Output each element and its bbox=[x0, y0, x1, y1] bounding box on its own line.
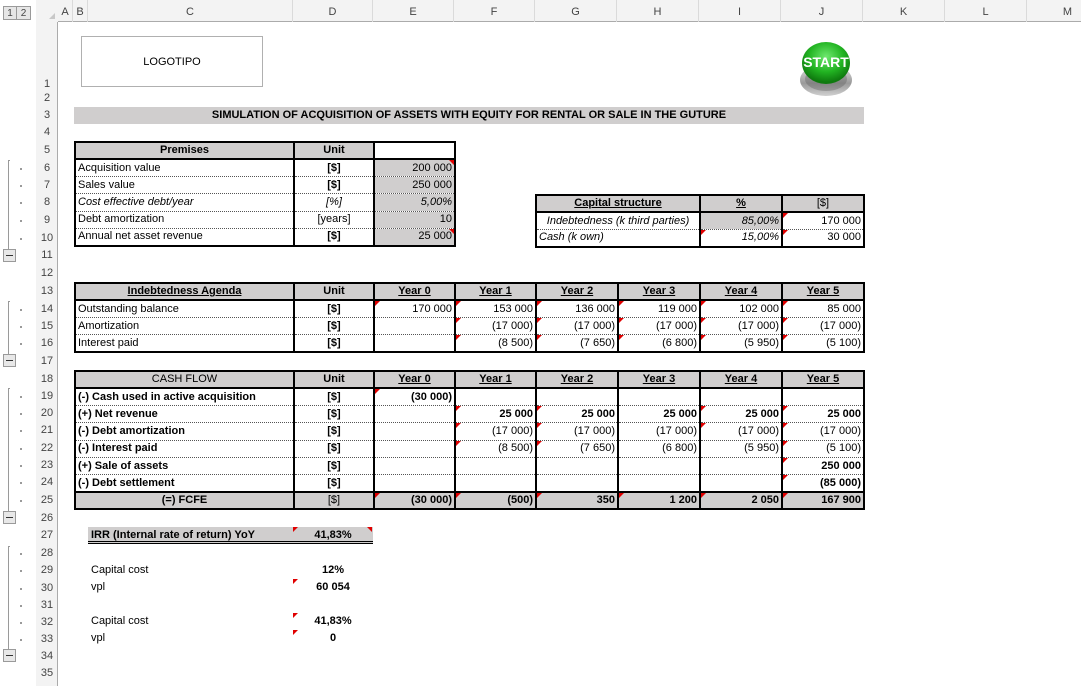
row-header-6[interactable]: 6 bbox=[43, 162, 51, 174]
group-bracket bbox=[8, 160, 10, 252]
row-header-19[interactable]: 19 bbox=[40, 390, 54, 402]
vpl-value: 0 bbox=[329, 632, 337, 644]
year-header: Year 0 bbox=[374, 371, 455, 388]
fcfe-value: 1 200 bbox=[618, 492, 700, 509]
column-header-m[interactable]: M bbox=[1027, 0, 1081, 22]
row-header-26[interactable]: 26 bbox=[40, 512, 54, 524]
year-header: Year 4 bbox=[700, 371, 782, 388]
premise-unit: [$] bbox=[294, 228, 374, 245]
cash-flow-value: 25 000 bbox=[455, 406, 536, 423]
indebtedness-value: (17 000) bbox=[536, 318, 618, 335]
row-header-27[interactable]: 27 bbox=[40, 529, 54, 541]
cash-flow-unit: [$] bbox=[294, 406, 374, 423]
premises-table bbox=[74, 141, 456, 247]
row-header-12[interactable]: 12 bbox=[40, 267, 54, 279]
collapse-group-button[interactable] bbox=[3, 354, 16, 367]
group-dot bbox=[20, 343, 22, 345]
select-all-corner[interactable] bbox=[36, 0, 58, 22]
fcfe-total-row bbox=[75, 492, 864, 509]
row-header-28[interactable]: 28 bbox=[40, 547, 54, 559]
row-header-18[interactable]: 18 bbox=[40, 373, 54, 385]
premises-unit-header: Unit bbox=[294, 142, 374, 159]
row-header-24[interactable]: 24 bbox=[40, 476, 54, 488]
capital-amount: 170 000 bbox=[782, 212, 864, 229]
column-header-j[interactable]: J bbox=[781, 0, 863, 22]
year-header: Year 5 bbox=[782, 371, 864, 388]
indebtedness-value: 85 000 bbox=[782, 300, 864, 317]
table-row bbox=[75, 177, 455, 194]
row-header-33[interactable]: 33 bbox=[40, 633, 54, 645]
indebtedness-value: (5 950) bbox=[700, 335, 782, 352]
column-header-e[interactable]: E bbox=[373, 0, 454, 22]
premise-value[interactable]: 5,00% bbox=[374, 194, 455, 211]
start-button[interactable] bbox=[798, 40, 856, 98]
group-dot bbox=[20, 639, 22, 641]
indebtedness-value: 119 000 bbox=[618, 300, 700, 317]
capital-cost-label: Capital cost bbox=[91, 564, 149, 576]
cash-flow-value: (17 000) bbox=[700, 423, 782, 440]
indebtedness-label: Interest paid bbox=[75, 335, 294, 352]
cash-flow-value bbox=[618, 388, 700, 405]
cash-flow-value bbox=[374, 423, 455, 440]
row-header-8[interactable]: 8 bbox=[43, 196, 51, 208]
indebtedness-value: (5 100) bbox=[782, 335, 864, 352]
group-dot bbox=[20, 570, 22, 572]
fcfe-label: (=) FCFE bbox=[75, 492, 294, 509]
table-row bbox=[536, 230, 864, 247]
table-row bbox=[75, 211, 455, 228]
row-header-9[interactable]: 9 bbox=[43, 214, 51, 226]
group-dot bbox=[20, 605, 22, 607]
year-header: Year 2 bbox=[536, 283, 618, 300]
cash-flow-unit: [$] bbox=[294, 388, 374, 405]
indebtedness-value: (8 500) bbox=[455, 335, 536, 352]
comment-indicator bbox=[367, 527, 372, 532]
indebtedness-value: 102 000 bbox=[700, 300, 782, 317]
row-header-23[interactable]: 23 bbox=[40, 459, 54, 471]
cash-flow-value bbox=[618, 475, 700, 492]
row-header-15[interactable]: 15 bbox=[40, 320, 54, 332]
premise-label: Sales value bbox=[75, 177, 294, 194]
cash-flow-value bbox=[455, 475, 536, 492]
year-header: Year 1 bbox=[455, 283, 536, 300]
logo-label: LOGOTIPO bbox=[143, 55, 201, 68]
capital-label: Indebtedness (k third parties) bbox=[536, 212, 700, 229]
table-row bbox=[75, 300, 864, 317]
capital-structure-table bbox=[535, 194, 865, 248]
premises-header: Premises bbox=[75, 142, 294, 159]
indebtedness-unit: [$] bbox=[294, 318, 374, 335]
cash-flow-label: (+) Sale of assets bbox=[75, 457, 294, 474]
group-dot bbox=[20, 396, 22, 398]
cash-flow-unit: [$] bbox=[294, 423, 374, 440]
indebtedness-value: (17 000) bbox=[700, 318, 782, 335]
premise-unit: [$] bbox=[294, 177, 374, 194]
cash-flow-value bbox=[374, 475, 455, 492]
vpl-label: vpl bbox=[91, 581, 106, 593]
cash-flow-label: (-) Interest paid bbox=[75, 440, 294, 457]
premise-unit: [years] bbox=[294, 211, 374, 228]
column-header-k[interactable]: K bbox=[863, 0, 945, 22]
row-header-30[interactable]: 30 bbox=[40, 582, 54, 594]
outline-level-buttons bbox=[3, 6, 31, 20]
premise-label: Acquisition value bbox=[75, 159, 294, 176]
cash-flow-value bbox=[536, 388, 618, 405]
indebtedness-value bbox=[374, 318, 455, 335]
indebtedness-unit: [$] bbox=[294, 300, 374, 317]
irr-label: IRR (Internal rate of return) YoY bbox=[91, 529, 256, 541]
fcfe-value: 2 050 bbox=[700, 492, 782, 509]
group-dot bbox=[20, 482, 22, 484]
table-row bbox=[75, 440, 864, 457]
capital-amount-header: [$] bbox=[782, 195, 864, 212]
fcfe-value: (30 000) bbox=[374, 492, 455, 509]
table-row bbox=[75, 318, 864, 335]
premise-label: Annual net asset revenue bbox=[75, 228, 294, 245]
cash-flow-value bbox=[374, 457, 455, 474]
cash-flow-value bbox=[618, 457, 700, 474]
premise-value[interactable]: 25 000 bbox=[374, 228, 455, 245]
cash-flow-unit: [$] bbox=[294, 457, 374, 474]
cash-flow-unit-header: Unit bbox=[294, 371, 374, 388]
cash-flow-header: CASH FLOW bbox=[75, 371, 294, 388]
indebtedness-value: (17 000) bbox=[618, 318, 700, 335]
cash-flow-value bbox=[536, 457, 618, 474]
indebtedness-unit-header: Unit bbox=[294, 283, 374, 300]
capital-cost-label: Capital cost bbox=[91, 615, 149, 627]
cash-flow-value: 25 000 bbox=[618, 406, 700, 423]
table-row bbox=[75, 194, 455, 211]
premise-value[interactable]: 10 bbox=[374, 211, 455, 228]
group-dot bbox=[20, 553, 22, 555]
column-header-a[interactable]: A bbox=[58, 0, 73, 22]
row-header-4[interactable]: 4 bbox=[43, 126, 51, 138]
page-title: SIMULATION OF ACQUISITION OF ASSETS WITH EQUITY FOR RENTAL OR SALE IN THE GUTURE bbox=[74, 107, 864, 124]
row-header-35[interactable]: 35 bbox=[40, 667, 54, 679]
table-row bbox=[75, 388, 864, 405]
cash-flow-value bbox=[700, 457, 782, 474]
group-dot bbox=[20, 185, 22, 187]
row-header-21[interactable]: 21 bbox=[40, 424, 54, 436]
table-row bbox=[75, 159, 455, 176]
cash-flow-value: (17 000) bbox=[618, 423, 700, 440]
vpl-value: 60 054 bbox=[316, 581, 350, 593]
year-header: Year 3 bbox=[618, 283, 700, 300]
indebtedness-value: (6 800) bbox=[618, 335, 700, 352]
year-header: Year 0 bbox=[374, 283, 455, 300]
cash-flow-value: (7 650) bbox=[536, 440, 618, 457]
group-bracket bbox=[8, 301, 10, 355]
indebtedness-value: (17 000) bbox=[782, 318, 864, 335]
cash-flow-value bbox=[455, 457, 536, 474]
row-header-2[interactable]: 2 bbox=[43, 92, 51, 104]
cash-flow-value bbox=[455, 388, 536, 405]
group-dot bbox=[20, 465, 22, 467]
outline-level-2-button[interactable]: 2 bbox=[17, 6, 31, 20]
column-header-b[interactable]: B bbox=[73, 0, 88, 22]
row-header-7[interactable]: 7 bbox=[43, 179, 51, 191]
column-header-d[interactable]: D bbox=[293, 0, 373, 22]
row-header-29[interactable]: 29 bbox=[40, 564, 54, 576]
row-header-bar bbox=[36, 22, 58, 686]
indebtedness-unit: [$] bbox=[294, 335, 374, 352]
row-header-31[interactable]: 31 bbox=[40, 599, 54, 611]
cash-flow-unit: [$] bbox=[294, 440, 374, 457]
table-row bbox=[75, 457, 864, 474]
vpl-label: vpl bbox=[91, 632, 106, 644]
row-header-14[interactable]: 14 bbox=[40, 303, 54, 315]
table-row bbox=[536, 212, 864, 229]
cash-flow-unit: [$] bbox=[294, 475, 374, 492]
capital-pct: 15,00% bbox=[700, 230, 782, 247]
group-dot bbox=[20, 220, 22, 222]
premise-value[interactable]: 250 000 bbox=[374, 177, 455, 194]
logo-placeholder bbox=[81, 36, 263, 87]
collapse-group-button[interactable] bbox=[3, 511, 16, 524]
row-header-3[interactable]: 3 bbox=[43, 109, 51, 121]
cash-flow-value: (17 000) bbox=[782, 423, 864, 440]
column-header-f[interactable]: F bbox=[454, 0, 535, 22]
year-header: Year 2 bbox=[536, 371, 618, 388]
row-header-20[interactable]: 20 bbox=[40, 407, 54, 419]
column-header-l[interactable]: L bbox=[945, 0, 1027, 22]
cash-flow-value bbox=[374, 406, 455, 423]
start-button-icon bbox=[798, 40, 856, 98]
indebtedness-label: Outstanding balance bbox=[75, 300, 294, 317]
cash-flow-value: (85 000) bbox=[782, 475, 864, 492]
table-row bbox=[75, 228, 455, 245]
capital-amount: 30 000 bbox=[782, 230, 864, 247]
comment-indicator bbox=[293, 527, 298, 532]
cash-flow-label: (-) Cash used in active acquisition bbox=[75, 388, 294, 405]
indebtedness-value: 136 000 bbox=[536, 300, 618, 317]
column-header-i[interactable]: I bbox=[699, 0, 781, 22]
row-header-22[interactable]: 22 bbox=[40, 442, 54, 454]
year-header: Year 4 bbox=[700, 283, 782, 300]
year-header: Year 5 bbox=[782, 283, 864, 300]
group-dot bbox=[20, 500, 22, 502]
cash-flow-value: 25 000 bbox=[782, 406, 864, 423]
group-dot bbox=[20, 430, 22, 432]
column-header-g[interactable]: G bbox=[535, 0, 617, 22]
row-header-1[interactable]: 1 bbox=[43, 78, 51, 90]
column-header-h[interactable]: H bbox=[617, 0, 699, 22]
capital-pct-header: % bbox=[700, 195, 782, 212]
cash-flow-label: (+) Net revenue bbox=[75, 406, 294, 423]
group-dot bbox=[20, 238, 22, 240]
irr-row bbox=[88, 527, 373, 544]
premise-unit: [%] bbox=[294, 194, 374, 211]
group-dot bbox=[20, 448, 22, 450]
row-header-11[interactable]: 11 bbox=[41, 249, 53, 261]
group-dot bbox=[20, 622, 22, 624]
group-dot bbox=[20, 202, 22, 204]
fcfe-unit: [$] bbox=[294, 492, 374, 509]
cash-flow-value: 25 000 bbox=[536, 406, 618, 423]
table-row bbox=[75, 475, 864, 492]
collapse-group-button[interactable] bbox=[3, 249, 16, 262]
indebtedness-value: 170 000 bbox=[374, 300, 455, 317]
premise-value[interactable]: 200 000 bbox=[374, 159, 455, 176]
group-bracket bbox=[8, 546, 10, 650]
irr-value: 41,83% bbox=[314, 529, 352, 541]
group-dot bbox=[20, 326, 22, 328]
svg-text:START: START bbox=[803, 54, 849, 70]
capital-cost-value: 41,83% bbox=[314, 615, 352, 627]
premise-label: Cost effective debt/year bbox=[75, 194, 294, 211]
row-header-32[interactable]: 32 bbox=[40, 616, 54, 628]
collapse-group-button[interactable] bbox=[3, 649, 16, 662]
cash-flow-value bbox=[536, 475, 618, 492]
premises-blank-header bbox=[374, 142, 455, 159]
cash-flow-label: (-) Debt amortization bbox=[75, 423, 294, 440]
indebtedness-agenda-table bbox=[74, 282, 865, 353]
year-header: Year 1 bbox=[455, 371, 536, 388]
cash-flow-value: (8 500) bbox=[455, 440, 536, 457]
row-header-34[interactable]: 34 bbox=[40, 650, 54, 662]
capital-pct[interactable]: 85,00% bbox=[700, 212, 782, 229]
column-header-c[interactable]: C bbox=[88, 0, 293, 22]
cash-flow-value: (17 000) bbox=[536, 423, 618, 440]
cash-flow-value: (5 100) bbox=[782, 440, 864, 457]
row-header-10[interactable]: 10 bbox=[40, 232, 54, 244]
capital-cost-value: 12% bbox=[321, 564, 345, 576]
cash-flow-value bbox=[374, 440, 455, 457]
row-header-25[interactable]: 25 bbox=[40, 494, 54, 506]
cash-flow-label: (-) Debt settlement bbox=[75, 475, 294, 492]
row-header-17[interactable]: 17 bbox=[40, 355, 54, 367]
table-row bbox=[75, 406, 864, 423]
table-row bbox=[75, 335, 864, 352]
row-header-16[interactable]: 16 bbox=[40, 337, 54, 349]
year-header: Year 3 bbox=[618, 371, 700, 388]
capital-label: Cash (k own) bbox=[536, 230, 700, 247]
cash-flow-value: (5 950) bbox=[700, 440, 782, 457]
capital-structure-header: Capital structure bbox=[536, 195, 700, 212]
indebtedness-header: Indebtedness Agenda bbox=[75, 283, 294, 300]
cash-flow-table bbox=[74, 370, 865, 510]
fcfe-value: 350 bbox=[536, 492, 618, 509]
fcfe-value: (500) bbox=[455, 492, 536, 509]
indebtedness-value: (7 650) bbox=[536, 335, 618, 352]
outline-level-1-button[interactable]: 1 bbox=[3, 6, 17, 20]
fcfe-value: 167 900 bbox=[782, 492, 864, 509]
premise-unit: [$] bbox=[294, 159, 374, 176]
cash-flow-value bbox=[700, 388, 782, 405]
indebtedness-value: (17 000) bbox=[455, 318, 536, 335]
group-dot bbox=[20, 588, 22, 590]
cash-flow-value: (30 000) bbox=[374, 388, 455, 405]
table-row bbox=[75, 423, 864, 440]
group-bracket bbox=[8, 388, 10, 512]
cash-flow-value: (17 000) bbox=[455, 423, 536, 440]
group-dot bbox=[20, 309, 22, 311]
group-dot bbox=[20, 168, 22, 170]
cash-flow-value bbox=[700, 475, 782, 492]
cash-flow-value: 25 000 bbox=[700, 406, 782, 423]
row-header-5[interactable]: 5 bbox=[43, 144, 51, 156]
outline-gutter bbox=[0, 0, 36, 686]
premise-label: Debt amortization bbox=[75, 211, 294, 228]
row-header-13[interactable]: 13 bbox=[40, 285, 54, 297]
cash-flow-value bbox=[782, 388, 864, 405]
indebtedness-value bbox=[374, 335, 455, 352]
cash-flow-value: 250 000 bbox=[782, 457, 864, 474]
indebtedness-label: Amortization bbox=[75, 318, 294, 335]
indebtedness-value: 153 000 bbox=[455, 300, 536, 317]
group-dot bbox=[20, 413, 22, 415]
cash-flow-value: (6 800) bbox=[618, 440, 700, 457]
